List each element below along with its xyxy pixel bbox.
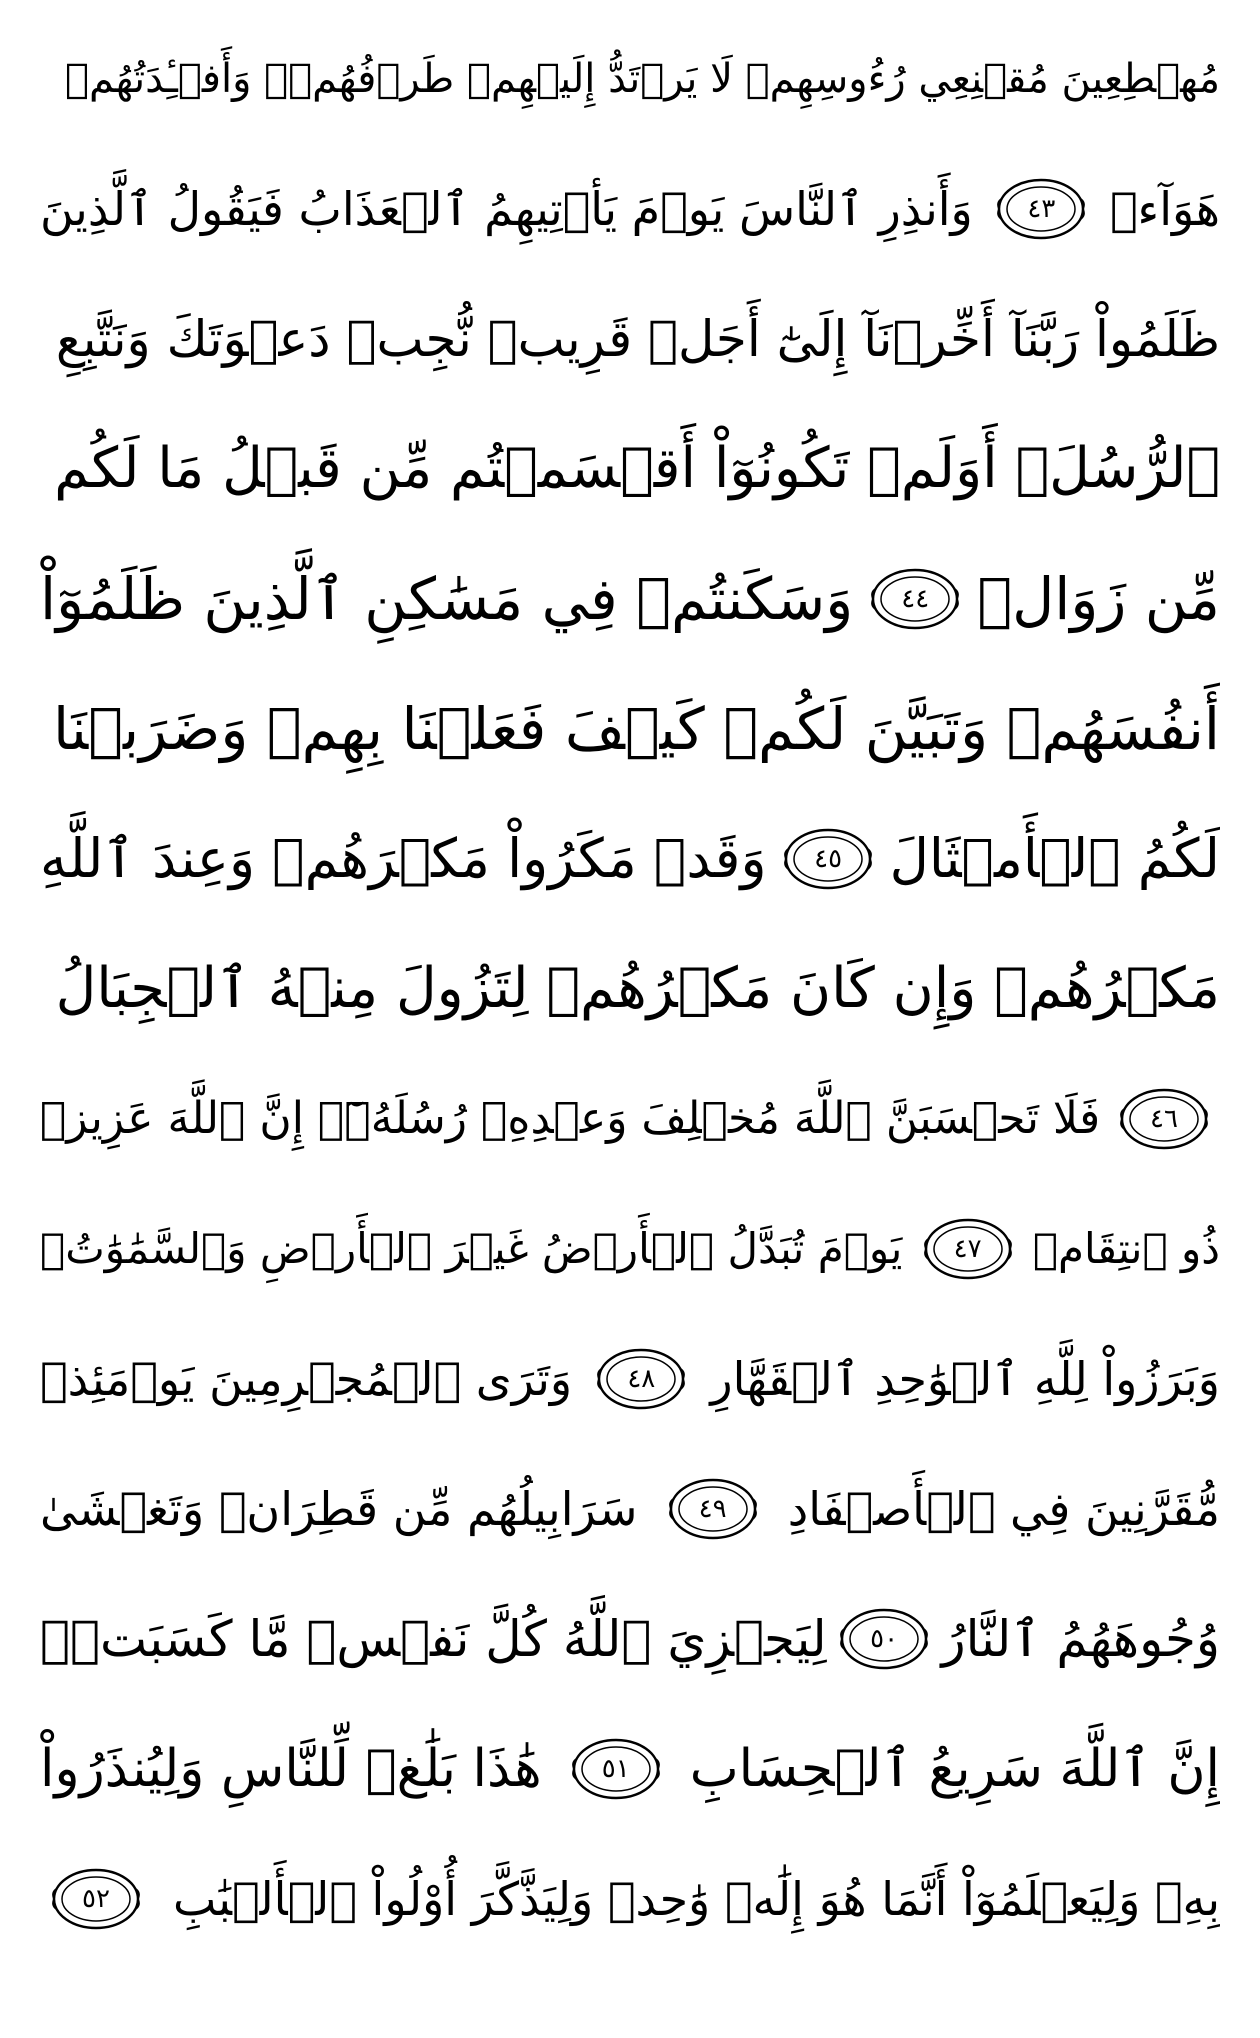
ayah-end-marker (922, 1216, 1014, 1282)
verse-text: ظَلَمُواْ رَبَّنَآ أَخِّرۡنَآ إِلَىٰٓ أَجَلٖ قَرِيبٖ نُّجِبۡ دَعۡوَتَكَ وَنَتَّبِعِ (55, 310, 1220, 368)
verse-line (40, 1576, 1220, 1702)
verse-text: سَرَابِيلُهُم مِّن قَطِرَانٖ وَتَغۡشَىٰ (40, 1482, 638, 1536)
ayah-end-marker (667, 1476, 759, 1542)
verse-text: وَأَنذِرِ ٱلنَّاسَ يَوۡمَ يَأۡتِيهِمُ ٱلۡعَذَابُ فَيَقُولُ ٱلَّذِينَ (40, 182, 973, 236)
verse-line (40, 1836, 1220, 1962)
ayah-number: ٤٣ (1027, 194, 1056, 224)
ayah-number: ٤٥ (814, 844, 843, 874)
ayah-number: ٥٢ (82, 1884, 110, 1914)
verse-line (40, 1446, 1220, 1572)
ayah-number: ٤٦ (1150, 1104, 1178, 1134)
ayah-number: ٥١ (601, 1754, 630, 1784)
ayah-end-marker (595, 1346, 687, 1412)
verse-line (40, 926, 1220, 1052)
verse-text: إِنَّ ٱللَّهَ سَرِيعُ ٱلۡحِسَابِ (689, 1739, 1220, 1799)
verse-line (40, 146, 1220, 272)
verse-line (40, 1316, 1220, 1442)
verse-text: وَسَكَنتُمۡ فِي مَسَٰكِنِ ٱلَّذِينَ ظَلَمُوٓاْ (40, 565, 854, 633)
verse-text: مِّن زَوَالٖ (977, 565, 1220, 633)
verse-text: وُجُوهَهُمُ ٱلنَّارُ (941, 1610, 1220, 1668)
verse-text: بِهِۦ وَلِيَعۡلَمُوٓاْ أَنَّمَا هُوَ إِلَٰهٞ وَٰحِدٞ وَلِيَذَّكَّرَ أُوْلُواْ ٱلۡأَلۡبَٰبِ (173, 1872, 1220, 1926)
ayah-end-marker (570, 1736, 662, 1802)
ayah-end-marker (869, 566, 961, 632)
verse-text: وَتَرَى ٱلۡمُجۡرِمِينَ يَوۡمَئِذٖ (40, 1352, 573, 1406)
ayah-end-marker (995, 176, 1087, 242)
verse-text: هَوَآءٞ (1109, 182, 1220, 236)
ayah-number: ٤٤ (901, 584, 930, 614)
ayah-end-marker (50, 1866, 142, 1932)
verse-text: يَوۡمَ تُبَدَّلُ ٱلۡأَرۡضُ غَيۡرَ ٱلۡأَرۡضِ وَٱلسَّمَٰوَٰتُۖ (40, 1224, 903, 1273)
ayah-end-marker (1118, 1086, 1210, 1152)
verse-line (40, 796, 1220, 922)
ayah-number: ٥٠ (870, 1624, 899, 1654)
verse-text: وَبَرَزُواْ لِلَّهِ ٱلۡوَٰحِدِ ٱلۡقَهَّارِ (710, 1352, 1220, 1406)
verse-line (40, 406, 1220, 532)
ayah-end-marker (782, 826, 874, 892)
verse-line (40, 1186, 1220, 1312)
ayah-number: ٤٩ (698, 1494, 727, 1524)
verse-text: لَكُمُ ٱلۡأَمۡثَالَ (889, 827, 1220, 890)
verse-line (40, 16, 1220, 142)
verse-text: مَكۡرُهُمۡ وَإِن كَانَ مَكۡرُهُمۡ لِتَزُولَ مِنۡهُ ٱلۡجِبَالُ (55, 956, 1220, 1021)
verse-line (40, 666, 1220, 792)
verse-line (40, 1706, 1220, 1832)
ayah-end-marker (838, 1606, 930, 1672)
verse-text: فَلَا تَحۡسَبَنَّ ٱللَّهَ مُخۡلِفَ وَعۡدِهِۦ رُسُلَهُۥٓۚ إِنَّ ٱللَّهَ عَزِيزٞ (40, 1093, 1101, 1144)
verse-text: وَقَدۡ مَكَرُواْ مَكۡرَهُمۡ وَعِندَ ٱللَّهِ (40, 827, 767, 890)
verse-text: مُّقَرَّنِينَ فِي ٱلۡأَصۡفَادِ (787, 1482, 1220, 1536)
verse-text: مُهۡطِعِينَ مُقۡنِعِي رُءُوسِهِمۡ لَا يَرۡتَدُّ إِلَيۡهِمۡ طَرۡفُهُمۡۖ وَأَفۡـِٔدَتُهُمۡ (64, 56, 1220, 102)
verse-text: هَٰذَا بَلَٰغٞ لِّلنَّاسِ وَلِيُنذَرُواْ (40, 1739, 542, 1799)
verse-line (40, 1056, 1220, 1182)
verse-line (40, 276, 1220, 402)
ayah-number: ٤٨ (627, 1364, 656, 1394)
verse-line (40, 536, 1220, 662)
verse-text: ذُو ٱنتِقَامٖ (1032, 1224, 1220, 1273)
verse-text: أَنفُسَهُمۡ وَتَبَيَّنَ لَكُمۡ كَيۡفَ فَعَلۡنَا بِهِمۡ وَضَرَبۡنَا (52, 695, 1220, 763)
verse-text: لِيَجۡزِيَ ٱللَّهُ كُلَّ نَفۡسٖ مَّا كَسَبَتۡۚ (40, 1610, 827, 1668)
verse-text: ٱلرُّسُلَۗ أَوَلَمۡ تَكُونُوٓاْ أَقۡسَمۡتُم مِّن قَبۡلُ مَا لَكُم (54, 436, 1220, 501)
ayah-number: ٤٧ (953, 1234, 982, 1264)
